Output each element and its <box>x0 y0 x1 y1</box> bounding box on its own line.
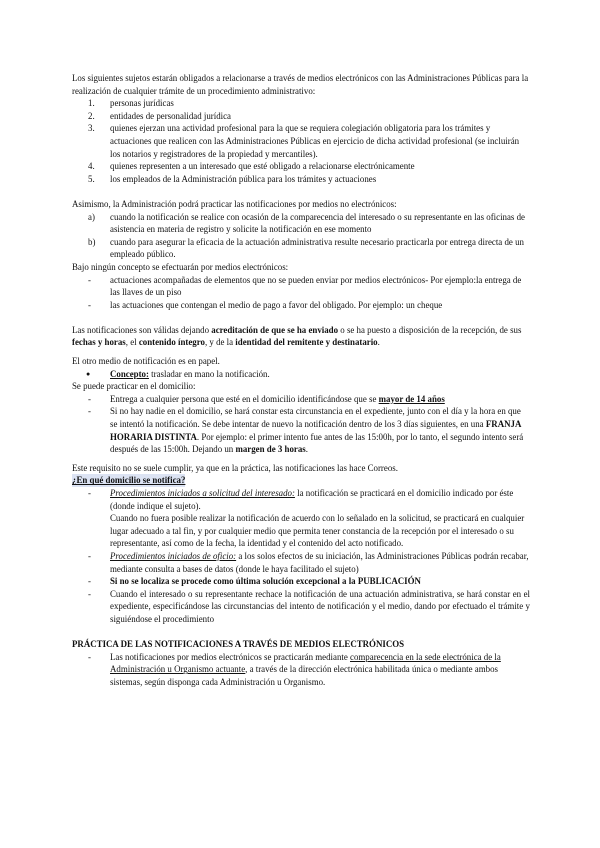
asimismo-list <box>72 211 530 261</box>
validas-paragraph: Las notificaciones son válidas dejando acreditación de que se ha enviado o se ha puesto a disposición de la recepción, de sus fechas y horas, el contenido íntegro, y de la identidad del remitente y destinatario. <box>72 324 522 348</box>
list-item: b) cuando para asegurar la eficacia de la actuación administrativa resulte necesario practicarla por entrega directa de un empleado público. <box>88 236 524 260</box>
list-item: 5. los empleados de la Administración pública para los trámites y actuaciones <box>88 173 377 184</box>
list-item: - actuaciones acompañadas de elementos que no se pueden enviar por medios electrónicos- Por ejemplo:la entrega de las llaves de un piso <box>88 274 522 298</box>
list-item: ● Concepto: trasladar en mano la notificación. <box>86 368 270 379</box>
document-page <box>72 72 530 689</box>
list-item: - Si no hay nadie en el domicilio, se hará constar esta circunstancia en el expediente, junto con el día y la hora en que se intentó la notificación. Se debe intentar de nuevo la notificación dentro de los 3 días siguientes, en una FRANJA HORARIA DISTINTA. Por ejemplo: el primer intento fue antes de las 15:00h, por lo tanto, el segundo intento será después de las 15:00h. Dejando un margen de 3 horas. <box>88 406 524 455</box>
requisito-paragraph: Este requisito no se suele cumplir, ya que en la práctica, las notificaciones las hace Correos. <box>72 462 398 473</box>
list-item: 4. quienes representen a un interesado que esté obligado a relacionarse electrónicamente <box>88 161 415 172</box>
bajo-list <box>72 274 530 312</box>
list-item: - Cuando el interesado o su representante rechace la notificación de una actuación administrativa, se hará constar en el expediente, especificándose las circunstancias del intento de notificación y el medio, dando por efectuado el trámite y siguiéndose el procedimiento <box>88 588 530 624</box>
domicilio-list <box>72 393 530 456</box>
list-item: - Entrega a cualquier persona que esté en el domicilio identificándose que se mayor de 14 años <box>88 393 445 404</box>
list-item: - Las notificaciones por medios electrónicos se practicarán mediante comparecencia en la sede electrónica de la Administración u Organismo actuante, a través de la dirección electrónica habilitada única o mediante ambos sistemas, según disponga cada Administración u Organismo. <box>88 651 501 687</box>
list-item: - Si no se localiza se procede como última solución excepcional a la PUBLICACIÓN <box>88 576 421 587</box>
list-item: - Procedimientos iniciados a solicitud del interesado: la notificación se practicará en el domicilio indicado por éste (donde indique el sujeto). Cuando no fuera posible realizar la notificación de acuerdo con lo señalado en la solicitud, se practicará en cualquier lugar adecuado a tal fin, y por cualquier medio que permita tener constancia de la recepción por el interesado o su representante, así como de la fecha, la identidad y el contenido del acto notificado. <box>88 488 525 549</box>
asimismo-paragraph: Asimismo, la Administración podrá practicar las notificaciones por medios no electrónicos: <box>72 198 397 209</box>
donde-list <box>72 487 530 626</box>
intro-paragraph: Los siguientes sujetos estarán obligados a relacionarse a través de medios electrónicos con las Administraciones Públicas para la realización de cualquier trámite de un procedimiento administrativo: <box>72 73 529 96</box>
practica-heading: PRÁCTICA DE LAS NOTIFICACIONES A TRAVÉS DE MEDIOS ELECTRÓNICOS <box>72 639 405 650</box>
papel-paragraph: El otro medio de notificación es en papel. <box>72 356 220 367</box>
domicilio-intro: Se puede practicar en el domicilio: <box>72 381 196 392</box>
list-item: 1. personas jurídicas <box>88 98 174 109</box>
concepto-list <box>72 368 530 381</box>
bajo-paragraph: Bajo ningún concepto se efectuarán por medios electrónicos: <box>72 261 289 272</box>
practica-list <box>72 651 530 689</box>
obligados-list <box>72 97 530 185</box>
donde-heading: ¿En qué domicilio se notifica? <box>72 475 186 486</box>
list-item: - Procedimientos iniciados de oficio: a los solos efectos de su iniciación, las Administraciones Públicas podrán recabar, mediante consulta a bases de datos (donde le haya facilitado el sujeto) <box>88 550 529 574</box>
list-item: - las actuaciones que contengan el medio de pago a favor del obligado. Por ejemplo: un cheque <box>88 299 443 310</box>
list-item: 2. entidades de personalidad jurídica <box>88 110 231 121</box>
list-item: 3. quienes ejerzan una actividad profesional para la que se requiera colegiación obligatoria para los trámites y actuaciones que realicen con las Administraciones Públicas en ejercicio de dicha actividad profesional (se incluirán los notarios y registradores de la propiedad y mercantiles). <box>88 123 520 159</box>
list-item: a) cuando la notificación se realice con ocasión de la comparecencia del interesado o su representante en las oficinas de asistencia en materia de registro y solicite la notificación en ese momento <box>88 211 525 235</box>
